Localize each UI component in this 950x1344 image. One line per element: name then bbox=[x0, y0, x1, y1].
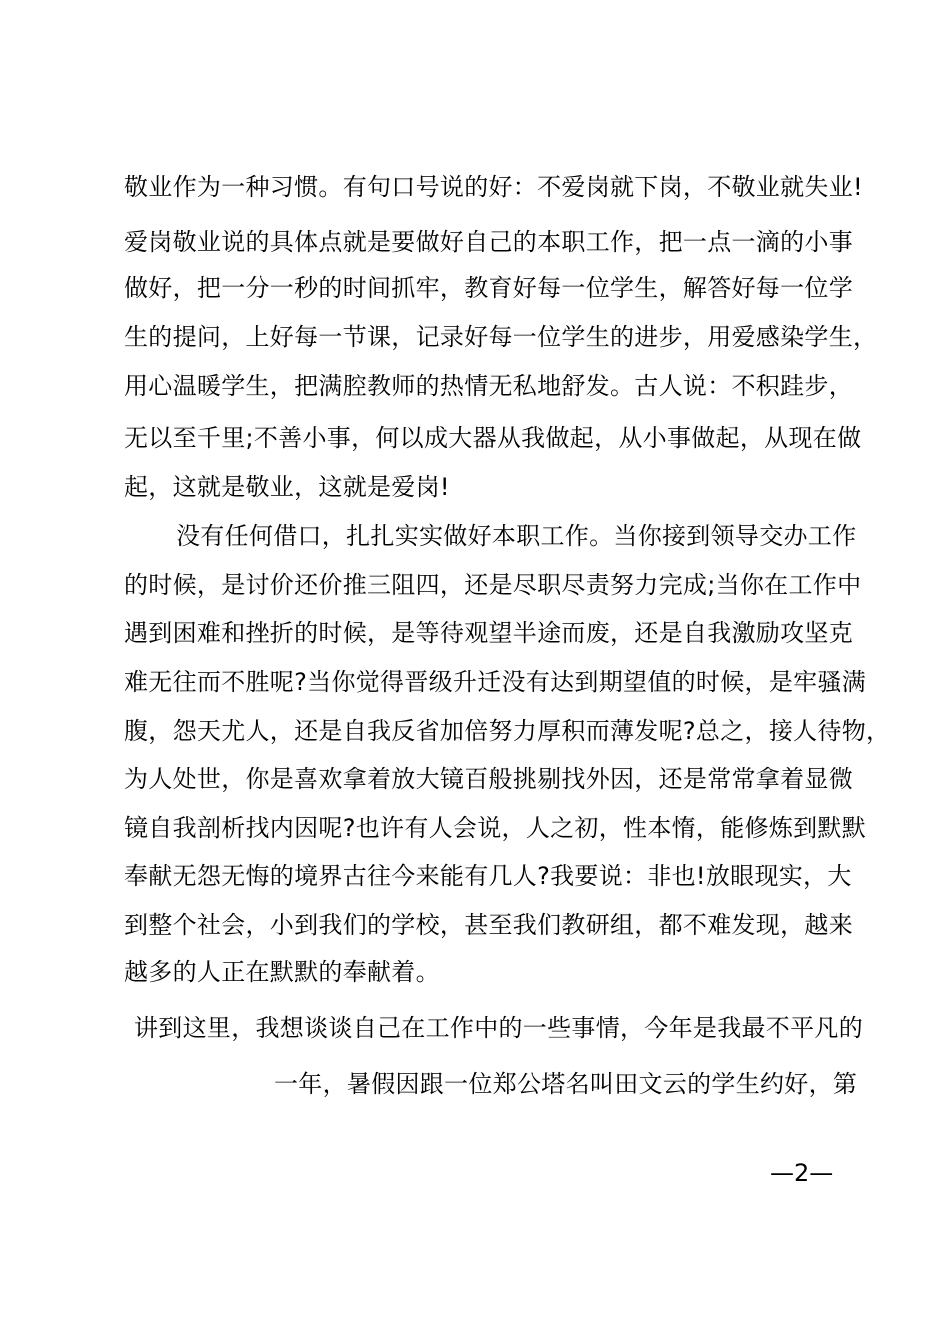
text-line: 没有任何借口，扎扎实实做好本职工作。当你接到领导交办工作 bbox=[176, 522, 857, 550]
text-line: 遇到困难和挫折的时候，是等待观望半途而废，还是自我激励攻坚克 bbox=[124, 619, 853, 647]
page-number: —2— bbox=[770, 1159, 834, 1187]
text-line: 生的提问，上好每一节课，记录好每一位学生的进步，用爱感染学生， bbox=[124, 323, 878, 351]
text-line: 无以至千里;不善小事，何以成大器从我做起，从小事做起，从现在做 bbox=[124, 424, 862, 452]
text-line: 到整个社会，小到我们的学校，甚至我们教研组，都不难发现，越来 bbox=[124, 911, 853, 939]
text-line: 难无往而不胜呢?当你觉得晋级升迁没有达到期望值的时候，是牢骚满 bbox=[124, 668, 867, 696]
text-line: 为人处世，你是喜欢拿着放大镜百般挑剔找外因，还是常常拿着显微 bbox=[124, 765, 853, 793]
text-line: 爱岗敬业说的具体点就是要做好自己的本职工作，把一点一滴的小事 bbox=[124, 228, 853, 256]
text-line: 镜自我剖析找内因呢?也许有人会说，人之初，性本惰，能修炼到默默 bbox=[124, 814, 867, 842]
text-line: 的时候，是讨价还价推三阻四，还是尽职尽责努力完成;当你在工作中 bbox=[124, 571, 862, 599]
text-line: 腹，怨天尤人，还是自我反省加倍努力厚积而薄发呢?总之，接人待物， bbox=[124, 717, 891, 745]
text-line: 一年，暑假因跟一位郑公塔名叫田文云的学生约好，第 bbox=[274, 1070, 858, 1098]
text-line: 奉献无怨无悔的境界古往今来能有几人?我要说：非也!放眼现实，大 bbox=[124, 862, 852, 890]
text-line: 敬业作为一种习惯。有句口号说的好：不爱岗就下岗，不敬业就失业! bbox=[124, 173, 863, 201]
text-line: 讲到这里，我想谈谈自己在工作中的一些事情，今年是我最不平凡的 bbox=[134, 1014, 863, 1042]
text-line: 用心温暖学生，把满腔教师的热情无私地舒发。古人说：不积跬步， bbox=[124, 372, 853, 400]
text-line: 越多的人正在默默的奉献着。 bbox=[124, 958, 440, 986]
text-line: 做好，把一分一秒的时间抓牢，教育好每一位学生，解答好每一位学 bbox=[124, 274, 853, 302]
text-line: 起，这就是敬业，这就是爱岗! bbox=[124, 473, 450, 501]
